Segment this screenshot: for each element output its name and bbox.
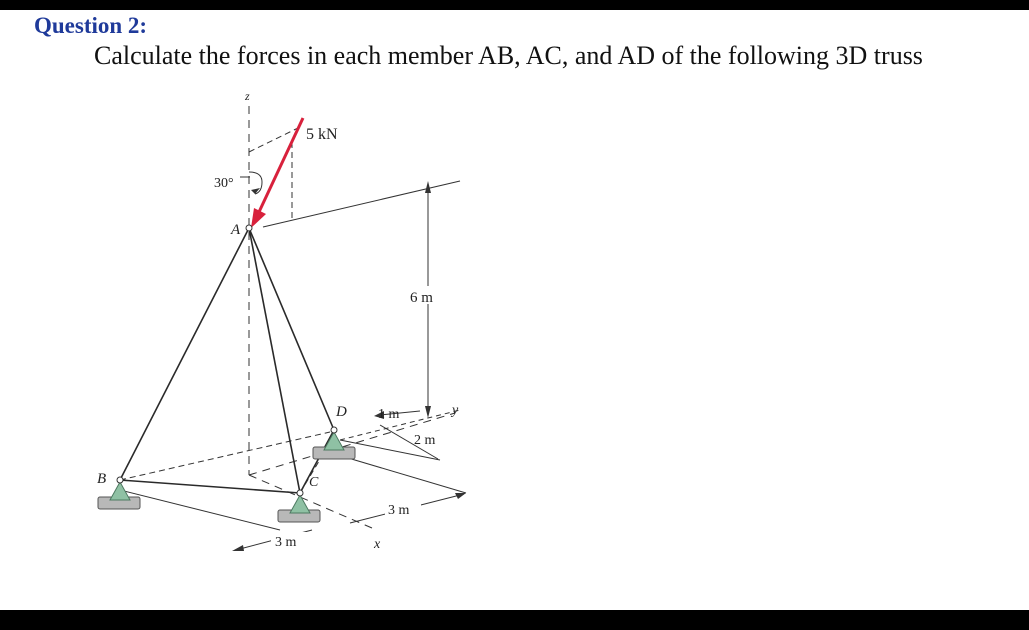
load-arrow-shaft <box>259 118 303 212</box>
load-arrowhead-icon <box>251 208 266 228</box>
dim-height-arrow-bottom-icon <box>425 406 431 418</box>
support-d <box>313 427 355 459</box>
base-line-y <box>340 410 460 440</box>
dim-3m-right-label: 3 m <box>388 503 410 518</box>
point-label-d: D <box>336 404 347 420</box>
point-label-b: B <box>97 471 107 487</box>
point-label-c: C <box>309 475 319 490</box>
support-c <box>278 490 320 522</box>
z-axis-label: z <box>245 89 250 103</box>
dim-3m-left-arrow-icon <box>232 545 244 551</box>
member-ab <box>120 228 249 480</box>
dim-3m-left-ext <box>120 490 280 530</box>
member-ac <box>249 228 300 493</box>
base-dashed-bd <box>120 432 330 480</box>
question-text: Calculate the forces in each member AB, AC, and AD of the following 3D truss <box>94 41 923 70</box>
point-label-a: A <box>231 222 241 238</box>
angle-arrow-icon <box>251 188 260 194</box>
x-axis-label: x <box>374 537 381 552</box>
load-label: 5 kN <box>306 126 338 143</box>
y-axis-label: y <box>452 403 459 418</box>
question-title: Question 2: <box>34 13 148 38</box>
dim-3m-left-label: 3 m <box>275 535 297 550</box>
dim-3m-right-arrow-icon <box>455 493 466 499</box>
dim-1m-label: 1 m <box>378 407 400 422</box>
joint-a <box>246 225 252 231</box>
dim-height-arrow-top-icon <box>425 181 431 193</box>
angle-label: 30° <box>214 176 234 191</box>
dim-ext-top <box>263 181 460 227</box>
member-ad <box>249 228 334 430</box>
member-bc <box>120 480 300 493</box>
dim-2m-label: 2 m <box>414 433 436 448</box>
bottom-border <box>0 610 1029 630</box>
dim-3m-right-line <box>338 455 466 493</box>
dim-height-label: 6 m <box>410 290 433 306</box>
